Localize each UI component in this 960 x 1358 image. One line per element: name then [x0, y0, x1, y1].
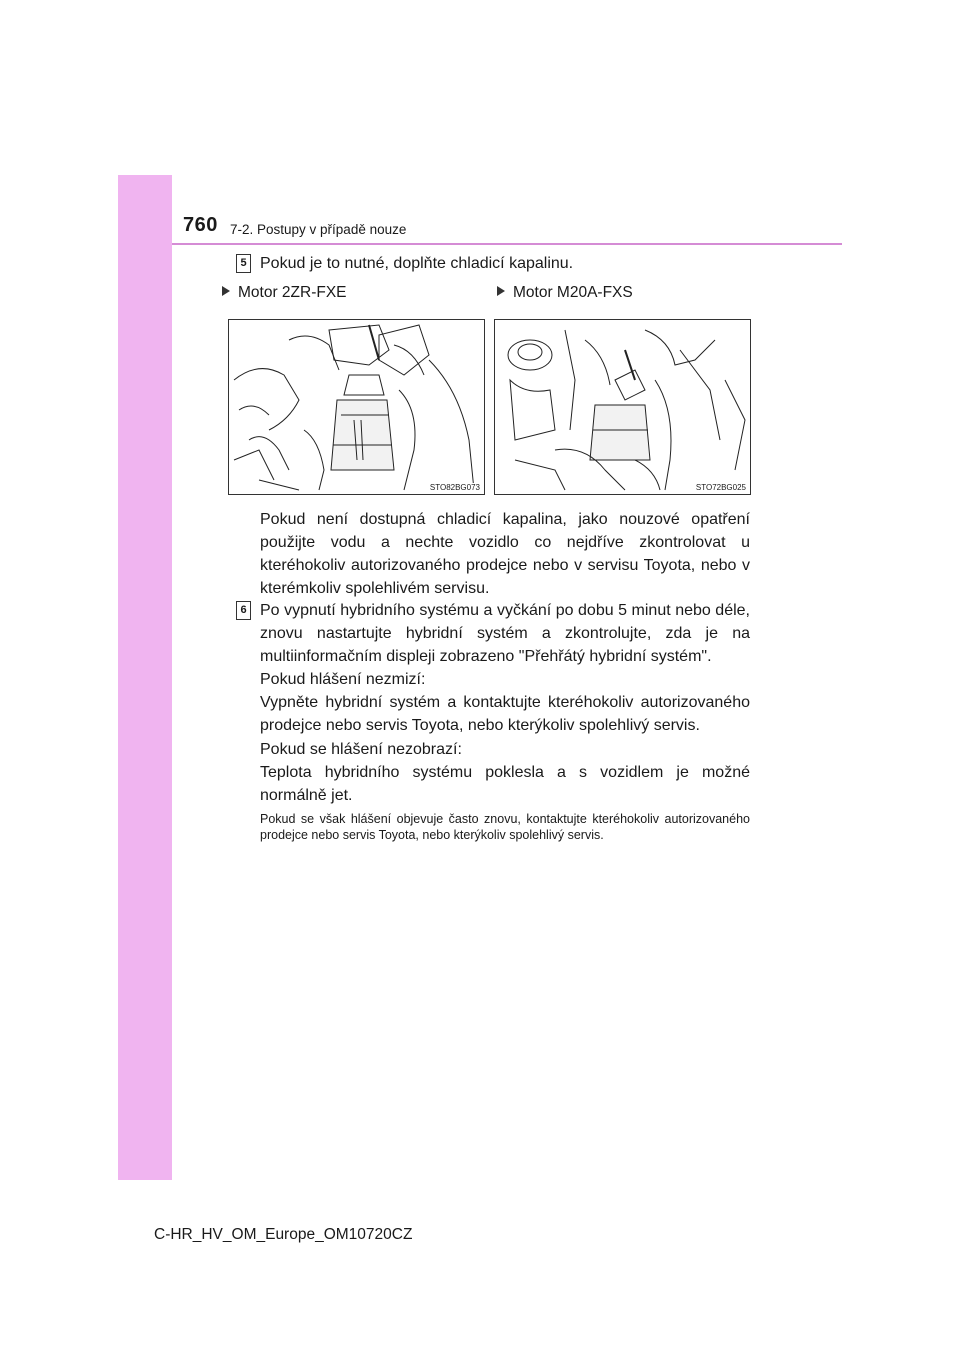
step-number-5: 5: [236, 254, 251, 273]
figure-code: STO72BG025: [695, 483, 746, 492]
header-rule: [172, 243, 842, 245]
small-note: Pokud se však hlášení objevuje často znovu, kontaktujte kteréhokoliv autorizovaného prodejce nebo servis Toyota, nebo kterýkoliv spolehlivý servis.: [260, 812, 750, 842]
step-number-6: 6: [236, 601, 251, 620]
triangle-bullet-icon: [497, 286, 505, 296]
case2-title: Pokud se hlášení nezobrazí:: [260, 741, 462, 758]
section-title: 7-2. Postupy v případě nouze: [230, 222, 407, 237]
case2-text: Teplota hybridního systému poklesla a s vozidlem je možné normálně jet.: [260, 764, 750, 804]
engine-coolant-reservoir-illustration: [228, 319, 485, 495]
footer-doc-code: C-HR_HV_OM_Europe_OM10720CZ: [154, 1226, 413, 1243]
step5-text: Pokud je to nutné, doplňte chladicí kapalinu.: [260, 255, 574, 272]
step6-text: Po vypnutí hybridního systému a vyčkání po dobu 5 minut nebo déle, znovu nastartujte hybridní systém a zkontrolujte, zda je na multiinformačním displeji zobrazeno "Přehřátý hybridní systém".: [260, 602, 750, 665]
figure-label-2: Motor M20A-FXS: [497, 284, 633, 302]
page-number: 760: [183, 214, 218, 236]
figure-label-1: Motor 2ZR-FXE: [222, 284, 347, 302]
figure-code: STO82BG073: [429, 483, 480, 492]
case1-title: Pokud hlášení nezmizí:: [260, 671, 426, 688]
triangle-bullet-icon: [222, 286, 230, 296]
chapter-tab-bar: [118, 175, 172, 1180]
case1-text: Vypněte hybridní systém a kontaktujte kteréhokoliv autorizovaného prodejce nebo servis Toyota, nebo kterýkoliv spolehlivý servis.: [260, 694, 750, 734]
engine-coolant-reservoir-illustration: [494, 319, 751, 495]
emergency-water-note: Pokud není dostupná chladicí kapalina, jako nouzové opatření použijte vodu a nechte vozidlo co nejdříve zkontrolovat u kteréhokoliv autorizovaného prodejce nebo v servisu Toyota, nebo v kterémkoliv spolehlivém servisu.: [260, 511, 750, 597]
